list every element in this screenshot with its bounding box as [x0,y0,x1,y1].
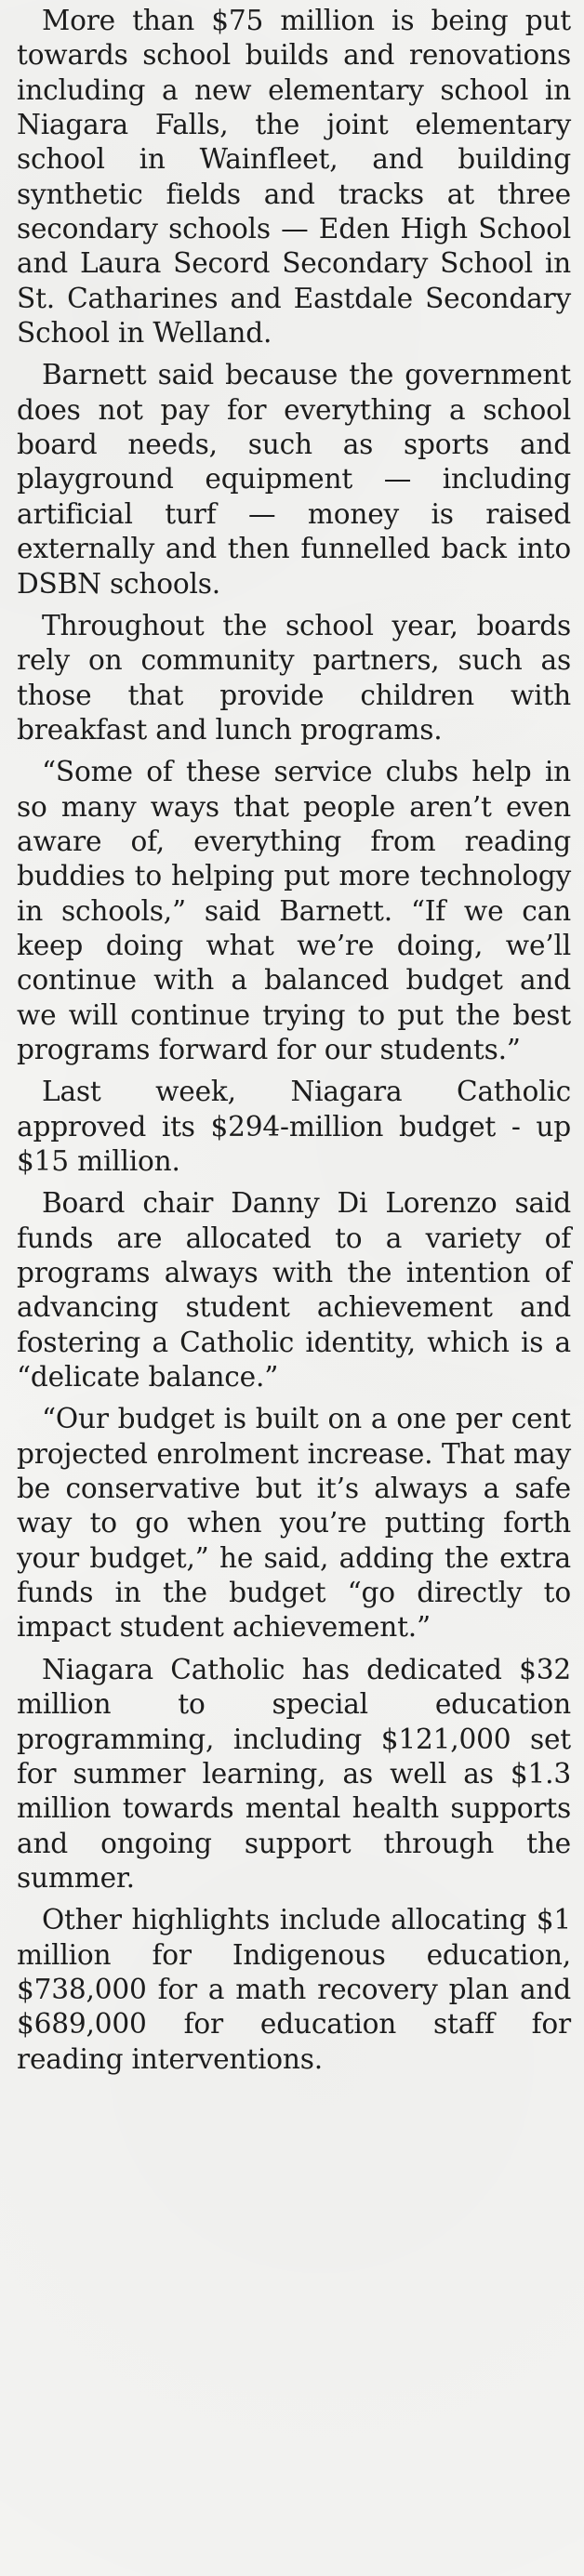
article-paragraph: Board chair Danny Di Lorenzo said funds are allocated to a variety of programs always with the intention of advancing student achievement and fostering a Catholic identity, which is a “delicate balance.” [17,1187,571,1394]
article-body [17,4,571,2077]
article-paragraph: “Our budget is built on a one per cent projected enrolment increase. That may be conservative but it’s always a safe way to go when you’re putting forth your budget,” he said, adding the extra funds in the budget “go directly to impact student achievement.” [17,1403,571,1644]
article-paragraph: Last week, Niagara Catholic approved its $294-million budget - up $15 million. [17,1076,571,1177]
article-paragraph: Throughout the school year, boards rely on community partners, such as those that provide children with breakfast and lunch programs. [17,609,571,746]
article-paragraph: Niagara Catholic has dedicated $32 million to special education programming, including $121,000 set for summer learning, as well as $1.3 million towards mental health supports and ongoing support through the summer. [17,1653,571,1894]
article-paragraph: Other highlights include allocating $1 million for Indigenous education, $738,000 for a math recovery plan and $689,000 for education staff for reading interventions. [17,1904,571,2075]
article-paragraph: More than $75 million is being put towards school builds and renovations including a new elementary school in Niagara Falls, the joint elementary school in Wainfleet, and building synthetic fields and tracks at three secondary schools — Eden High School and Laura Secord Secondary School in St. Catharines and Eastdale Secondary School in Welland. [17,5,571,350]
article-paragraph: Barnett said because the government does not pay for everything a school board needs, such as sports and playground equipment — including artificial turf — money is raised externally and then funnelled back into DSBN schools. [17,359,571,600]
article-paragraph: “Some of these service clubs help in so many ways that people aren’t even aware of, everything from reading buddies to helping put more technology in schools,” said Barnett. “If we can keep doing what we’re doing, we’ll continue with a balanced budget and we will continue trying to put the best programs forward for our students.” [17,756,571,1065]
